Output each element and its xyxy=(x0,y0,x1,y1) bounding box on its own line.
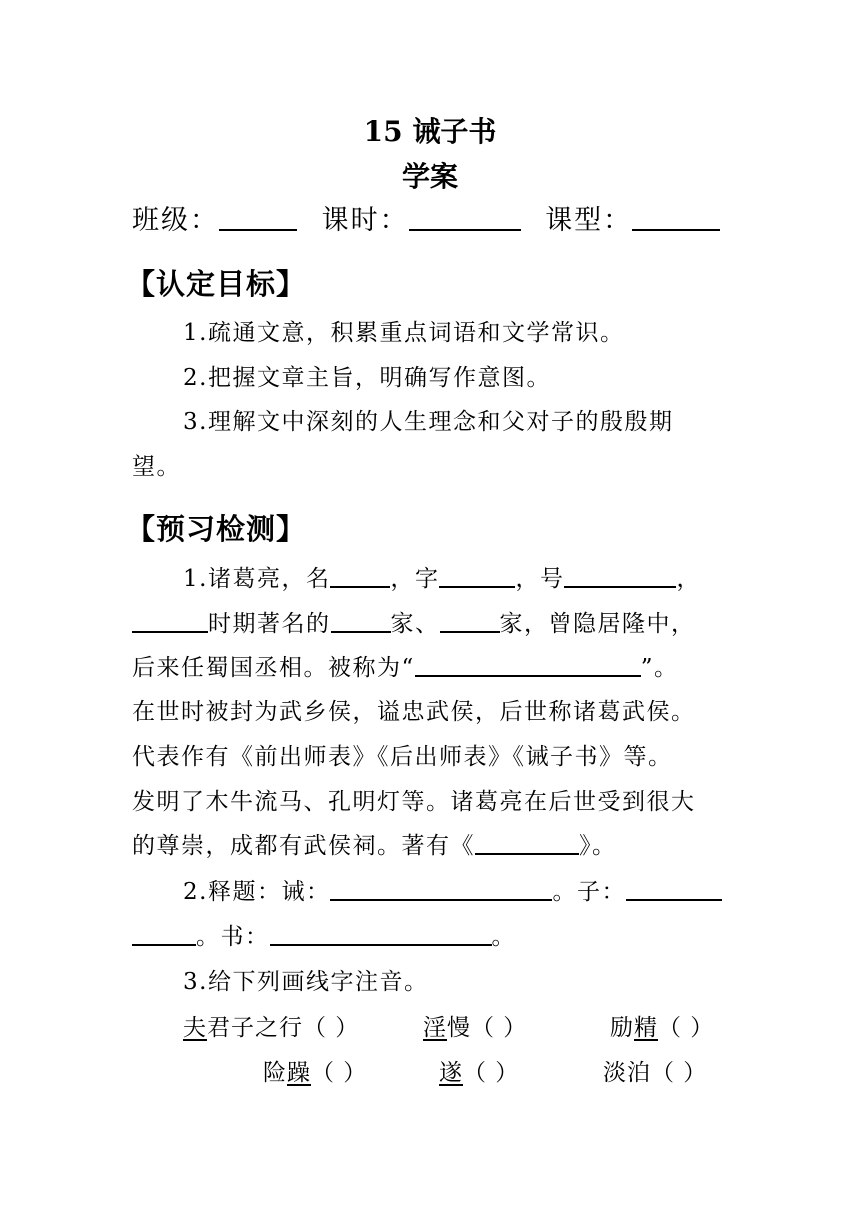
pinyin-item xyxy=(610,1009,714,1042)
q2-text: 。 xyxy=(491,924,516,950)
goal-item-3: 3.理解文中深刻的人生理念和父对子的殷殷期 xyxy=(183,409,674,435)
q1-text: 家，曾隐居隆中， xyxy=(499,611,696,637)
word-text: 慢 xyxy=(447,1015,471,1041)
pinyin-answer-box[interactable]: （ ） xyxy=(463,1060,520,1086)
q1-text: 1.诸葛亮，名 xyxy=(183,566,331,592)
underlined-char: 淫 xyxy=(423,1015,447,1041)
q2-shu-blank[interactable] xyxy=(270,922,492,946)
q2-text: 2.释题：诫： xyxy=(183,879,331,905)
pinyin-answer-box[interactable]: （ ） xyxy=(471,1015,528,1041)
q1-text: 时期著名的 xyxy=(208,611,331,637)
q1-role2-blank[interactable] xyxy=(440,609,500,633)
goal-item-2: 2.把握文章主旨，明确写作意图。 xyxy=(183,365,551,391)
q1-work-blank[interactable] xyxy=(475,831,579,855)
word-text: 励 xyxy=(610,1015,634,1041)
q1-text: 后来任蜀国丞相。被称为“ xyxy=(132,655,415,681)
q2-text: 。子： xyxy=(552,879,626,905)
period-label: 课时： xyxy=(321,205,409,236)
word-text: 险 xyxy=(263,1060,287,1086)
q1-text: ，号 xyxy=(515,566,565,592)
period-blank[interactable] xyxy=(409,203,521,231)
page-subtitle: 学案 xyxy=(401,160,458,193)
goal-item-3-cont: 望。 xyxy=(132,454,181,480)
meta-line xyxy=(132,198,720,237)
q3-prompt: 3.给下列画线字注音。 xyxy=(183,969,429,995)
class-label: 班级： xyxy=(132,205,219,236)
q1-text: 的尊崇，成都有武侯祠。著有《 xyxy=(132,833,475,859)
q2-zi-blank[interactable] xyxy=(626,877,722,901)
type-label: 课型： xyxy=(545,205,633,236)
pinyin-answer-box[interactable]: （ ） xyxy=(651,1060,708,1086)
word-text: 淡泊 xyxy=(603,1060,651,1086)
q2-line-2 xyxy=(132,918,516,951)
q1-hao-blank[interactable] xyxy=(564,564,676,588)
underlined-char: 躁 xyxy=(287,1060,311,1086)
page-title: 15 诫子书 xyxy=(363,115,497,148)
q1-line-3 xyxy=(132,649,679,682)
underlined-char: 夫 xyxy=(183,1015,207,1041)
pinyin-item xyxy=(263,1054,367,1087)
q2-text: 。书： xyxy=(196,924,270,950)
q1-line-7 xyxy=(132,827,617,860)
q1-text: 家、 xyxy=(390,611,440,637)
q2-jie-blank[interactable] xyxy=(330,877,552,901)
q1-line-4: 在世时被封为武乡侯，谥忠武侯，后世称诸葛武侯。 xyxy=(132,699,696,725)
goal-item-1: 1.疏通文意，积累重点词语和文学常识。 xyxy=(183,320,625,346)
underlined-char: 遂 xyxy=(439,1060,463,1086)
q1-line-2 xyxy=(132,605,696,638)
q1-name-blank[interactable] xyxy=(330,564,390,588)
pinyin-item xyxy=(183,1009,359,1042)
pinyin-answer-box[interactable]: （ ） xyxy=(311,1060,368,1086)
pinyin-answer-box[interactable]: （ ） xyxy=(303,1015,360,1041)
underlined-char: 精 xyxy=(634,1015,658,1041)
q1-role1-blank[interactable] xyxy=(331,609,391,633)
q1-text: ，字 xyxy=(390,566,440,592)
q2-line-1 xyxy=(183,873,722,906)
pinyin-item xyxy=(439,1054,519,1087)
section-heading-goals: 【认定目标】 xyxy=(126,267,307,301)
q1-line-6: 发明了木牛流马、孔明灯等。诸葛亮在后世受到很大 xyxy=(132,789,696,815)
class-blank[interactable] xyxy=(219,203,297,231)
q1-zi-blank[interactable] xyxy=(439,564,515,588)
q1-text: 》。 xyxy=(579,833,617,859)
q2-zi-blank-cont[interactable] xyxy=(132,922,196,946)
section-heading-preview: 【预习检测】 xyxy=(126,512,307,546)
q1-title-blank[interactable] xyxy=(415,653,641,677)
q1-era-blank[interactable] xyxy=(132,609,208,633)
word-text: 君子之行 xyxy=(207,1015,303,1041)
pinyin-item xyxy=(423,1009,527,1042)
q1-text: ， xyxy=(676,566,701,592)
pinyin-item xyxy=(603,1054,707,1087)
type-blank[interactable] xyxy=(632,203,720,231)
q1-line-5: 代表作有《前出师表》《后出师表》《诫子书》等。 xyxy=(132,744,673,770)
q1-line-1 xyxy=(183,560,701,593)
pinyin-answer-box[interactable]: （ ） xyxy=(658,1015,715,1041)
q1-text: ”。 xyxy=(640,655,679,681)
